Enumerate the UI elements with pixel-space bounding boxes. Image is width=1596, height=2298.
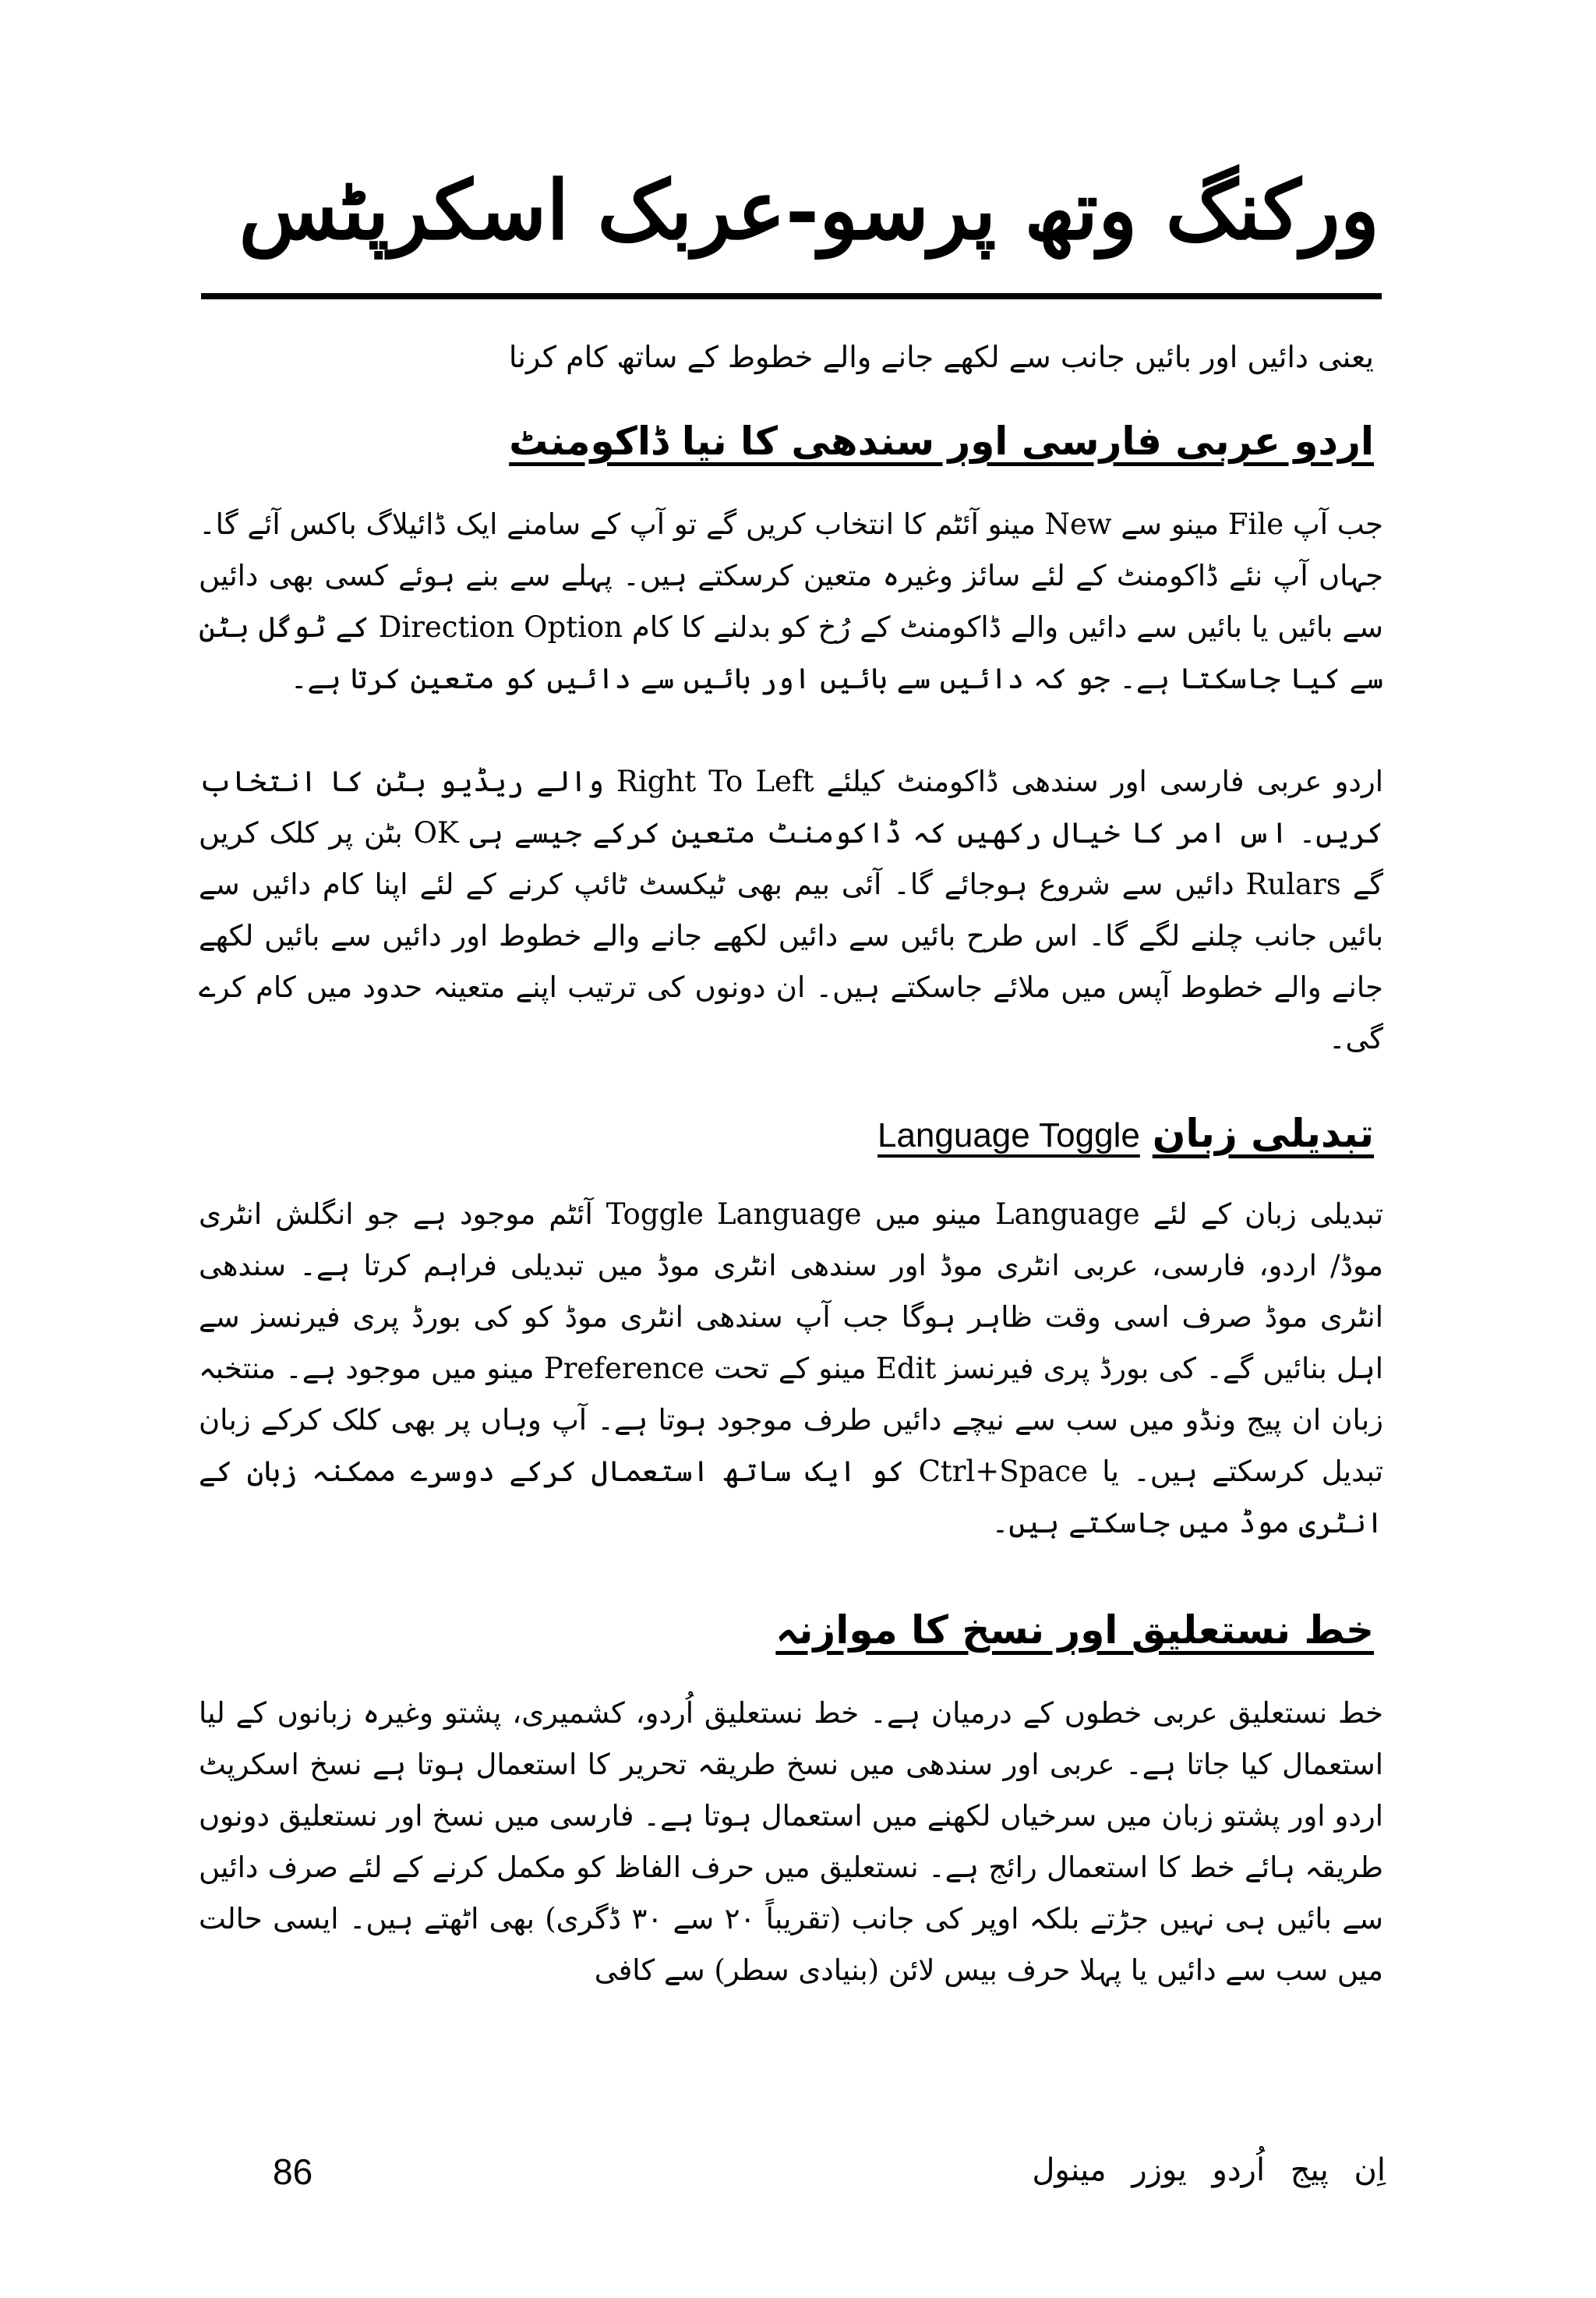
page-title: ورکنگ وتھ پرسو-عربک اسکرپٹس [238, 162, 1379, 258]
paragraph-new-document: جب آپ File مینو سے New مینو آئٹم کا انتخاب کریں گے تو آپ کے سامنے ایک ڈائیلاگ باکس آئے گا۔ جہاں آپ نئے ڈاکومنٹ کے لئے سائز وغیرہ متعین کرسکتے ہیں۔ پہلے سے بنے ہوئے کسی بھی دائیں سے بائیں یا بائیں سے دائیں والے ڈاکومنٹ کے رُخ کو بدلنے کا کام Direction Option کے ٹوگل بٹن سے کیا جاسکتا ہے۔ جو کہ دائیں سے بائیں اور بائیں سے دائیں کو متعین کرتا ہے۔ [199, 507, 1383, 695]
paragraph-nastaliq-naskh: خط نستعلیق عربی خطوں کے درمیان ہے۔ خط نستعلیق اُردو، کشمیری، پشتو وغیرہ زبانوں کے لیا استعمال کیا جاتا ہے۔ عربی اور سندھی میں نسخ طریقہ تحریر کا استعمال ہوتا ہے نسخ اسکرپٹ اردو اور پشتو زبان میں سرخیاں لکھنے میں استعمال ہوتا ہے۔ فارسی میں نسخ اور نستعلیق دونوں طریقہ ہائے خط کا استعمال رائج ہے۔ نستعلیق میں حرف الفاظ کو مکمل کرنے کے لئے صرف دائیں سے بائیں ہی نہیں جڑتے بلکہ اوپر کی جانب (تقریباً ۲۰ سے ۳۰ ڈگری) بھی اٹھتے ہیں۔ ایسی حالت میں سب سے دائیں یا پہلا حرف بیس لائن (بنیادی سطر) سے کافی [199, 1696, 1383, 1987]
section-heading-new-document: اردو عربی فارسی اور سندھی کا نیا ڈاکومنٹ [509, 419, 1374, 464]
section-heading-nastaliq-naskh: خط نستعلیق اور نسخ کا موازنہ [775, 1607, 1374, 1653]
heading-latin-part: Language Toggle [877, 1116, 1140, 1154]
page-number: 86 [273, 2151, 313, 2192]
footer-title: اِن پیج اُردو یوزر مینول [1032, 2152, 1386, 2188]
section-heading-language-toggle [877, 1105, 1374, 1164]
paragraph-right-to-left: اردو عربی فارسی اور سندھی ڈاکومنٹ کیلئے Right To Left والے ریڈیو بٹن کا انتخاب کریں۔ اس امر کا خیال رکھیں کہ ڈاکومنٹ متعین کرکے جیسے ہی OK بٹن پر کلک کریں گے Rulars دائیں سے شروع ہوجائے گا۔ آئی بیم بھی ٹیکسٹ ٹائپ کرنے کے لئے اپنا کام دائیں سے بائیں جانب چلنے لگے گا۔ اس طرح بائیں سے دائیں لکھے جانے والے خطوط اور دائیں سے بائیں لکھے جانے والے خطوط آپس میں ملائے جاسکتے ہیں۔ ان دونوں کی ترتیب اپنے متعینہ حدود میں کام کرے گی۔ [199, 765, 1383, 1055]
heading-urdu-part: تبدیلی زبان [1152, 1111, 1374, 1156]
page-subtitle: یعنی دائیں اور بائیں جانب سے لکھے جانے والے خطوط کے ساتھ کام کرنا [508, 340, 1374, 374]
paragraph-language-toggle: تبدیلی زبان کے لئے Language مینو میں Toggle Language آئٹم موجود ہے جو انگلش انٹری موڈ/ اردو، فارسی، عربی انٹری موڈ اور سندھی انٹری موڈ میں تبدیلی فراہم کرتا ہے۔ سندھی انٹری موڈ صرف اسی وقت ظاہر ہوگا جب آپ سندھی انٹری موڈ کو کی بورڈ پری فیرنسز سے اہل بنائیں گے۔ کی بورڈ پری فیرنسز Edit مینو کے تحت Preference مینو میں موجود ہے۔ منتخبہ زبان ان پیج ونڈو میں سب سے نیچے دائیں طرف موجود ہوتا ہے۔ آپ وہاں پر بھی کلک کرکے زبان تبدیل کرسکتے ہیں۔ یا Ctrl+Space کو ایک ساتھ استعمال کرکے دوسرے ممکنہ زبان کے انٹری موڈ میں جاسکتے ہیں۔ [199, 1197, 1383, 1540]
title-underline-rule [201, 293, 1382, 299]
